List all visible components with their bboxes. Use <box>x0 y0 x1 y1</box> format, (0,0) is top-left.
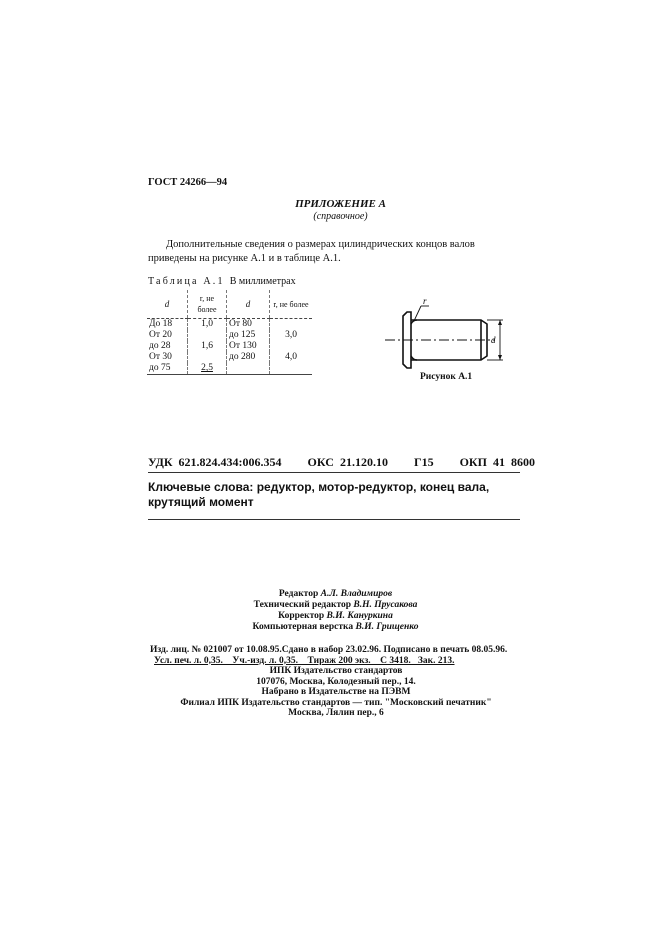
table-row <box>147 341 312 352</box>
table-cell: до 75 <box>147 363 188 375</box>
credit-proofreader <box>0 611 661 622</box>
table-header-row <box>147 290 312 319</box>
table-row <box>147 363 312 375</box>
table-header-r2: r, не более <box>270 290 313 319</box>
table-cell <box>227 363 270 375</box>
credit-tech-editor <box>0 600 661 611</box>
table-cell: До 18 <box>149 319 173 329</box>
oks-code: ОКС 21.120.10 <box>307 455 388 469</box>
table-cell: 1,0 <box>188 319 227 331</box>
table-cell: 2,5 <box>188 363 227 375</box>
credit-role: Редактор <box>278 589 319 599</box>
credit-editor <box>0 589 661 600</box>
classification-line <box>148 455 555 470</box>
imprint-line: Набрано в Издательстве на ПЭВМ <box>261 687 411 697</box>
table-cell: 3,0 <box>270 330 313 341</box>
keywords: Ключевые слова: редуктор, мотор-редуктор, конец вала, крутящий момент <box>148 480 490 509</box>
table-cell: От 20 <box>149 330 172 340</box>
table-cell <box>188 330 227 341</box>
credit-name: В.И. Кануркина <box>326 611 393 621</box>
table-caption-units: В миллиметрах <box>229 276 296 287</box>
label-r: r <box>423 298 427 306</box>
group-code: Г15 <box>413 455 434 469</box>
divider-top <box>148 472 520 473</box>
credit-layout <box>0 622 661 633</box>
r-leader <box>414 306 421 321</box>
table-header-d2: d <box>227 290 270 319</box>
table-row <box>147 352 312 363</box>
table-cell <box>270 341 313 352</box>
imprint-line: 107076, Москва, Колодезный пер., 14. <box>256 676 416 687</box>
table-cell: до 28 <box>149 341 171 351</box>
shaft-end-figure <box>385 298 515 378</box>
divider-bottom <box>148 519 520 520</box>
standard-number: ГОСТ 24266—94 <box>148 177 228 188</box>
table-row <box>147 330 312 341</box>
dimensions-table <box>147 290 312 375</box>
credit-name: В.Н. Прусакова <box>353 600 418 610</box>
table-caption <box>148 276 296 287</box>
table-cell: до 125 <box>227 330 270 341</box>
credit-role: Корректор <box>278 611 325 621</box>
table-cell: От 130 <box>227 341 270 352</box>
appendix-title: ПРИЛОЖЕНИЕ А <box>295 198 386 210</box>
table-header-r: r, не более <box>188 290 227 319</box>
table-cell: до 280 <box>227 352 270 363</box>
table-cell: 1,6 <box>188 341 227 352</box>
imprint-line: Усл. печ. л. 0,35. Уч.-изд. л. 0,35. Тираж 200 экз. С 3418. Зак. 213. <box>154 655 455 666</box>
imprint-line: Москва, Лялин пер., 6 <box>288 708 384 718</box>
credit-name: В.И. Грищенко <box>355 622 419 632</box>
imprint-line: ИПК Издательство стандартов <box>269 666 403 676</box>
table-cell <box>188 352 227 363</box>
udk-code: УДК 621.824.434:006.354 <box>148 455 282 469</box>
figure-caption: Рисунок А.1 <box>420 372 473 382</box>
label-d: d <box>491 335 496 345</box>
table-cell: От 80 <box>227 319 270 331</box>
table-cell: 4,0 <box>270 352 313 363</box>
table-cell <box>270 363 313 375</box>
credit-name: А.Л. Владимиров <box>320 589 393 599</box>
credit-role: Технический редактор <box>253 600 352 610</box>
table-cell: От 30 <box>149 352 172 362</box>
imprint-line: Изд. лиц. № 021007 от 10.08.95.Сдано в набор 23.02.96. Подписано в печать 08.05.96. <box>150 645 508 655</box>
imprint-line: Филиал ИПК Издательство стандартов — тип. "Московский печатник" <box>180 697 492 708</box>
okp-code: ОКП 41 8600 <box>459 455 535 469</box>
table-caption-label: Таблица А.1 <box>148 276 225 287</box>
table-row <box>147 319 312 331</box>
imprint-block <box>150 645 522 719</box>
table-cell <box>270 319 313 331</box>
appendix-subtitle: (справочное) <box>313 211 368 222</box>
table-header-d: d <box>147 290 188 319</box>
intro-paragraph: Дополнительные сведения о размерах цилиндрических концов валов приведены на рисунке А.1 и в таблице А.1. <box>148 239 475 264</box>
credit-role: Компьютерная верстка <box>252 622 354 632</box>
